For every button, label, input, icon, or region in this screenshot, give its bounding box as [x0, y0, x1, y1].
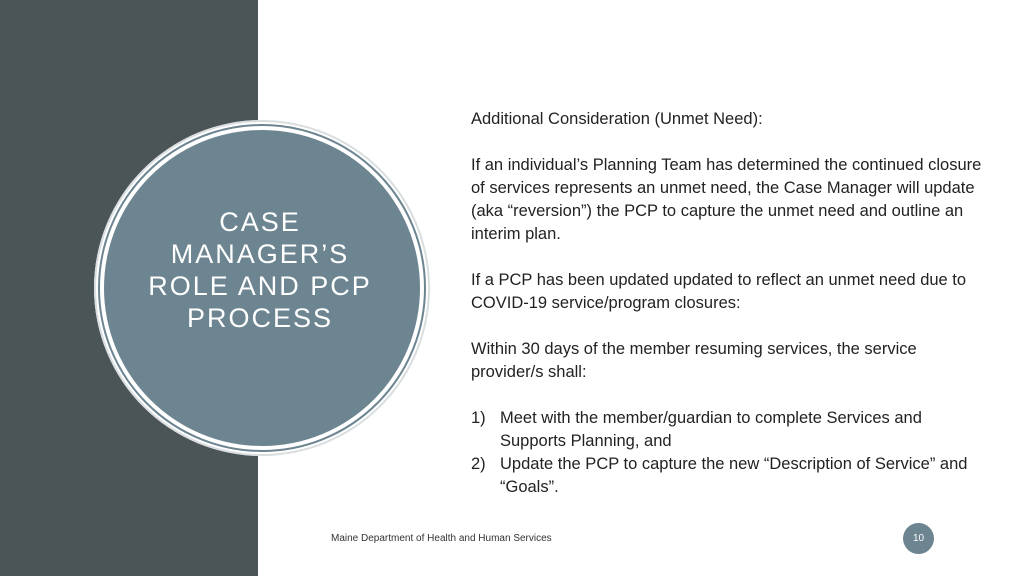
- list-item: [471, 453, 991, 499]
- body-paragraph-1: If an individual’s Planning Team has determined the continued closure of services represents an unmet need, the Case Manager will update (aka “reversion”) the PCP to capture the unmet need and outline an interim plan.: [471, 156, 982, 243]
- list-item-number: 2): [471, 455, 486, 473]
- list-item-text: Update the PCP to capture the new “Description of Service” and “Goals”.: [500, 455, 968, 496]
- list-item-number: 1): [471, 409, 486, 427]
- slide-title: CASE MANAGER’S ROLE AND PCP PROCESS: [148, 207, 372, 333]
- body-paragraph-3: Within 30 days of the member resuming services, the service provider/s shall:: [471, 340, 917, 381]
- page-number-badge: 10: [903, 523, 934, 554]
- list-item: [471, 407, 991, 453]
- list-item-text: Meet with the member/guardian to complete Services and Supports Planning, and: [500, 409, 922, 450]
- slide-body: [471, 108, 991, 499]
- footer-text: Maine Department of Health and Human Services: [331, 533, 552, 544]
- action-list: [471, 407, 991, 499]
- body-heading: Additional Consideration (Unmet Need):: [471, 110, 763, 128]
- body-paragraph-2: If a PCP has been updated updated to reflect an unmet need due to COVID-19 service/program closures:: [471, 271, 967, 312]
